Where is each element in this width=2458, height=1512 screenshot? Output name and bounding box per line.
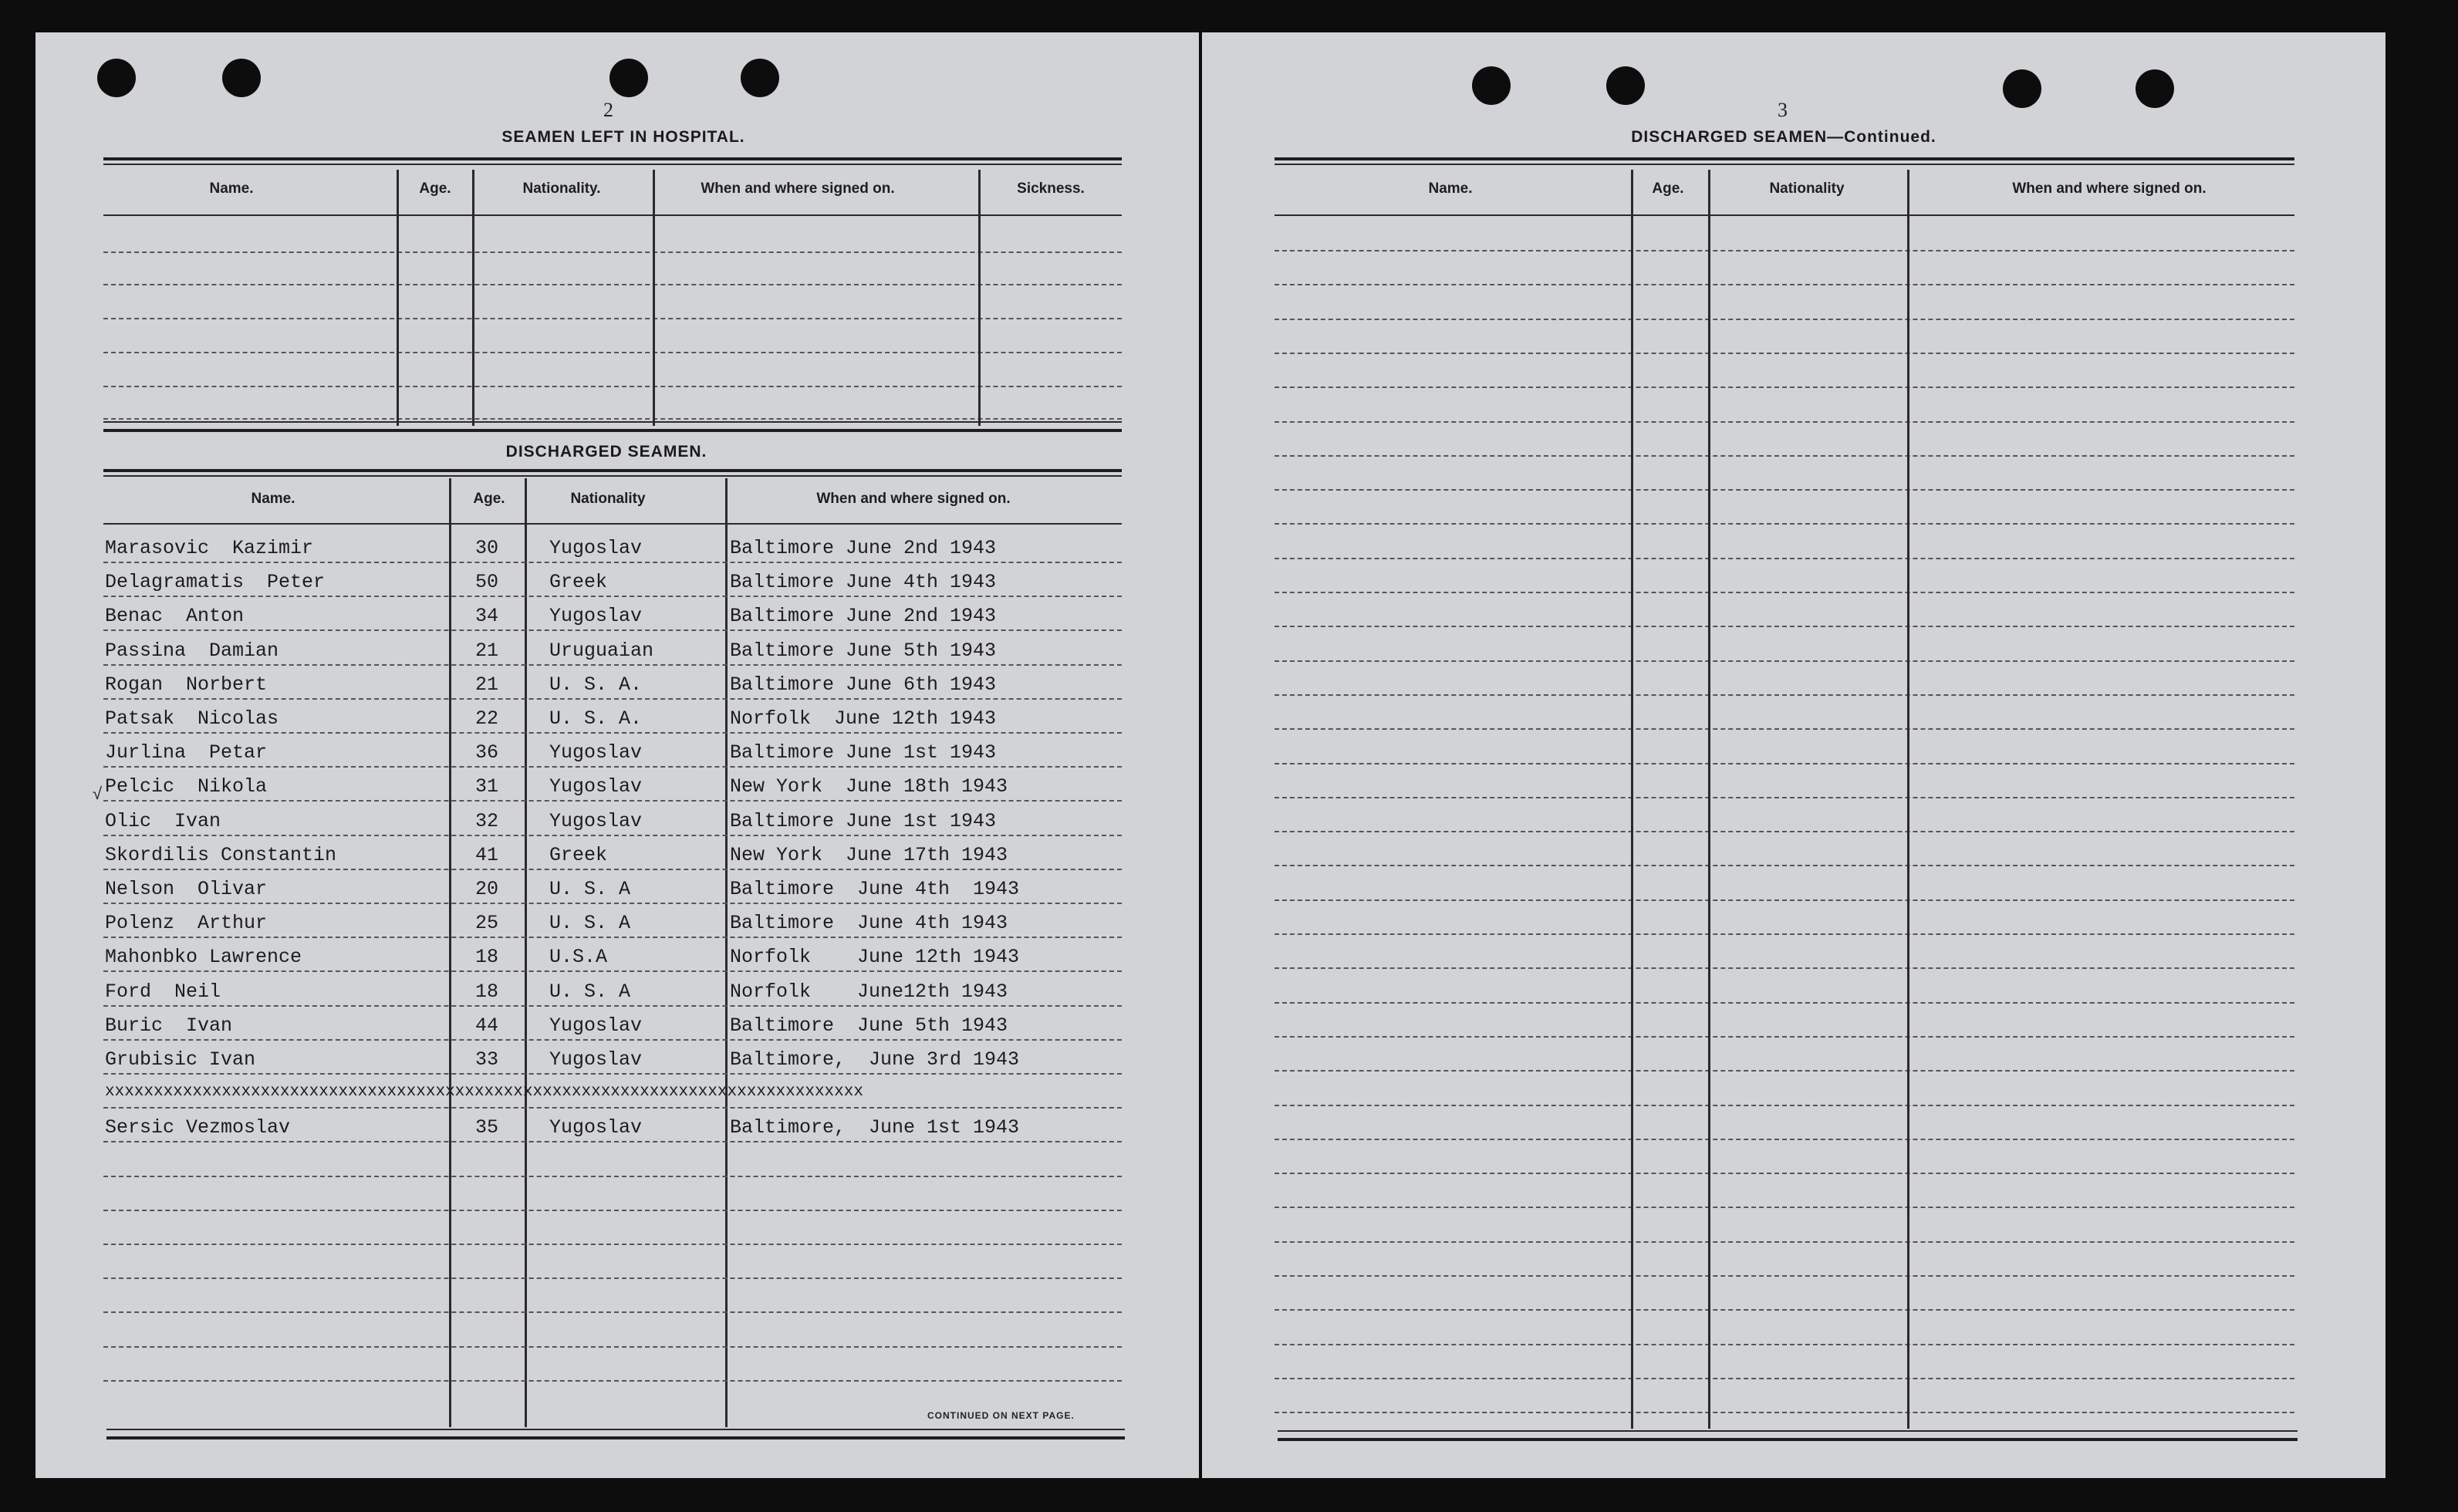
hospital-col-age: Age.	[419, 181, 451, 197]
cell-nationality: Greek	[549, 843, 608, 866]
cell-age: 21	[475, 639, 499, 662]
cell-name: Polenz Arthur	[105, 912, 268, 935]
cell-age: 34	[475, 605, 499, 628]
row-rule	[103, 1176, 1122, 1177]
discharged-col-signed-on: When and where signed on.	[816, 491, 1011, 507]
row-rule	[103, 869, 1122, 870]
row-rule	[1275, 1344, 2294, 1345]
row-rule	[103, 1107, 1122, 1109]
cell-age: 32	[475, 809, 499, 832]
row-rule	[1275, 558, 2294, 559]
row-rule	[1275, 1241, 2294, 1243]
row-rule	[103, 1141, 1122, 1142]
row-rule	[1275, 763, 2294, 764]
right-page	[1202, 32, 2385, 1478]
row-rule	[1275, 1412, 2294, 1413]
right-section-title: DISCHARGED SEAMEN—Continued.	[1631, 128, 1936, 146]
cell-signed-on: Baltimore June 2nd 1943	[730, 605, 997, 628]
row-rule	[1275, 1207, 2294, 1208]
row-rule	[1275, 865, 2294, 866]
cell-age: 35	[475, 1116, 499, 1139]
row-rule	[1275, 1173, 2294, 1174]
discharged-col-nationality: Nationality	[570, 491, 646, 507]
row-rule	[103, 937, 1122, 938]
row-rule	[1275, 489, 2294, 491]
row-rule	[1275, 728, 2294, 730]
row-rule	[1275, 1002, 2294, 1004]
row-rule	[1275, 967, 2294, 969]
row-rule	[103, 835, 1122, 836]
row-rule	[1275, 933, 2294, 935]
cell-signed-on: Baltimore, June 3rd 1943	[730, 1048, 1020, 1071]
cell-signed-on: Baltimore June 1st 1943	[730, 741, 997, 764]
discharged-col-name: Name.	[251, 491, 295, 507]
row-rule	[103, 903, 1122, 904]
cell-name: Passina Damian	[105, 639, 279, 662]
right-col-signed-on: When and where signed on.	[2012, 181, 2206, 197]
row-rule	[103, 1039, 1122, 1041]
punch-hole	[1472, 66, 1511, 105]
row-rule	[103, 1073, 1122, 1075]
continued-note: CONTINUED ON NEXT PAGE.	[927, 1410, 1075, 1421]
cell-nationality: Yugoslav	[549, 605, 643, 628]
hospital-section-title: SEAMEN LEFT IN HOSPITAL.	[501, 128, 745, 146]
cell-signed-on: Baltimore June 4th 1943	[730, 571, 997, 594]
cell-signed-on: Baltimore June 5th 1943	[730, 1014, 1008, 1037]
cell-signed-on: Baltimore June 6th 1943	[730, 673, 997, 696]
cell-age: 20	[475, 878, 499, 900]
cell-age: 33	[475, 1048, 499, 1071]
row-rule	[1275, 1036, 2294, 1038]
hospital-col-signed-on: When and where signed on.	[701, 181, 895, 197]
row-rule	[103, 1210, 1122, 1211]
row-rule	[103, 596, 1122, 597]
row-rule	[103, 562, 1122, 563]
cell-signed-on: New York June 18th 1943	[730, 775, 1008, 798]
row-rule	[103, 1380, 1122, 1382]
cell-age: 18	[475, 946, 499, 969]
cell-name: Marasovic Kazimir	[105, 537, 314, 559]
row-rule	[103, 1311, 1122, 1313]
punch-hole	[97, 59, 136, 97]
row-rule	[1275, 660, 2294, 662]
cell-nationality: U. S. A.	[549, 707, 643, 730]
row-rule	[103, 1005, 1122, 1007]
cell-name: Skordilis Constantin	[105, 843, 337, 866]
row-rule	[1275, 592, 2294, 593]
cell-signed-on: Baltimore June 2nd 1943	[730, 537, 997, 559]
cell-signed-on: Baltimore June 4th 1943	[730, 878, 1020, 900]
row-rule	[1275, 353, 2294, 354]
row-rule	[103, 800, 1122, 802]
row-rule	[1275, 523, 2294, 525]
cell-name: Buric Ivan	[105, 1014, 233, 1037]
cell-name: Patsak Nicolas	[105, 707, 279, 730]
row-rule	[1275, 421, 2294, 423]
row-rule	[1275, 1275, 2294, 1277]
cell-signed-on: Baltimore, June 1st 1943	[730, 1116, 1020, 1139]
cell-name: xxxxxxxxxxxxxxxxxxxxxxxxxxxxxxxxxxxxxxxxxxxxxxxxxxxxxxxxxxxxxxxxxxxxxxxxxxxxxx	[105, 1084, 863, 1101]
page-number: 2	[603, 99, 613, 121]
cell-nationality: U. S. A.	[549, 673, 643, 696]
row-rule	[103, 1346, 1122, 1348]
row-rule	[1275, 1139, 2294, 1140]
cell-age: 36	[475, 741, 499, 764]
hospital-col-sickness: Sickness.	[1017, 181, 1085, 197]
row-rule	[1275, 694, 2294, 696]
cell-age: 25	[475, 912, 499, 935]
row-rule	[1275, 250, 2294, 251]
cell-age: 31	[475, 775, 499, 798]
cell-age: 18	[475, 980, 499, 1003]
row-rule	[103, 970, 1122, 972]
cell-age: 30	[475, 537, 499, 559]
row-rule	[1275, 386, 2294, 388]
row-rule	[103, 766, 1122, 768]
cell-name: Grubisic Ivan	[105, 1048, 256, 1071]
row-rule	[1275, 1378, 2294, 1379]
discharged-section-title: DISCHARGED SEAMEN.	[505, 443, 707, 461]
row-rule	[103, 732, 1122, 734]
margin-check-mark: √	[93, 784, 103, 803]
punch-hole	[2136, 69, 2174, 108]
row-rule	[1275, 797, 2294, 798]
cell-nationality: U. S. A	[549, 912, 631, 935]
cell-nationality: Uruguaian	[549, 639, 654, 662]
cell-age: 44	[475, 1014, 499, 1037]
cell-nationality: U. S. A	[549, 980, 631, 1003]
row-rule	[1275, 284, 2294, 285]
cell-name: Benac Anton	[105, 605, 245, 628]
row-rule	[1275, 455, 2294, 457]
cell-name: Olic Ivan	[105, 809, 221, 832]
cell-name: Nelson Olivar	[105, 878, 268, 900]
cell-name: Delagramatis Peter	[105, 571, 326, 594]
punch-hole	[1606, 66, 1645, 105]
cell-signed-on: Baltimore June 5th 1943	[730, 639, 997, 662]
punch-hole	[609, 59, 648, 97]
cell-nationality: Yugoslav	[549, 1116, 643, 1139]
discharged-col-age: Age.	[473, 491, 505, 507]
punch-hole	[741, 59, 779, 97]
row-rule	[1275, 319, 2294, 320]
cell-signed-on: Baltimore June 4th 1943	[730, 912, 1008, 935]
cell-age: 22	[475, 707, 499, 730]
punch-hole	[222, 59, 261, 97]
cell-nationality: Yugoslav	[549, 741, 643, 764]
row-rule	[103, 1244, 1122, 1245]
row-rule	[1275, 831, 2294, 832]
cell-nationality: U. S. A	[549, 878, 631, 900]
cell-name: Mahonbko Lawrence	[105, 946, 302, 969]
cell-nationality: U.S.A	[549, 946, 608, 969]
cell-nationality: Yugoslav	[549, 1048, 643, 1071]
page-number: 3	[1778, 99, 1788, 121]
hospital-col-nationality: Nationality.	[522, 181, 601, 197]
cell-age: 41	[475, 843, 499, 866]
cell-nationality: Yugoslav	[549, 775, 643, 798]
cell-name: Ford Neil	[105, 980, 221, 1003]
cell-name: Pelcic Nikola	[105, 775, 268, 798]
cell-signed-on: Norfolk June 12th 1943	[730, 707, 997, 730]
cell-nationality: Yugoslav	[549, 537, 643, 559]
punch-hole	[2003, 69, 2041, 108]
cell-signed-on: New York June 17th 1943	[730, 843, 1008, 866]
right-col-nationality: Nationality	[1769, 181, 1845, 197]
row-rule	[1275, 626, 2294, 627]
cell-age: 50	[475, 571, 499, 594]
cell-nationality: Greek	[549, 571, 608, 594]
left-page	[35, 32, 1199, 1478]
row-rule	[103, 698, 1122, 700]
row-rule	[1275, 1105, 2294, 1106]
row-rule	[1275, 899, 2294, 901]
cell-name: Sersic Vezmoslav	[105, 1116, 291, 1139]
hospital-col-name: Name.	[209, 181, 254, 197]
row-rule	[103, 1277, 1122, 1279]
cell-signed-on: Norfolk June12th 1943	[730, 980, 1008, 1003]
row-rule	[103, 664, 1122, 666]
row-rule	[103, 629, 1122, 631]
cell-nationality: Yugoslav	[549, 809, 643, 832]
right-col-name: Name.	[1428, 181, 1473, 197]
cell-signed-on: Norfolk June 12th 1943	[730, 946, 1020, 969]
row-rule	[1275, 1309, 2294, 1311]
cell-signed-on: Baltimore June 1st 1943	[730, 809, 997, 832]
cell-name: Rogan Norbert	[105, 673, 268, 696]
cell-age: 21	[475, 673, 499, 696]
cell-name: Jurlina Petar	[105, 741, 268, 764]
right-col-age: Age.	[1652, 181, 1684, 197]
cell-nationality: Yugoslav	[549, 1014, 643, 1037]
row-rule	[1275, 1070, 2294, 1072]
